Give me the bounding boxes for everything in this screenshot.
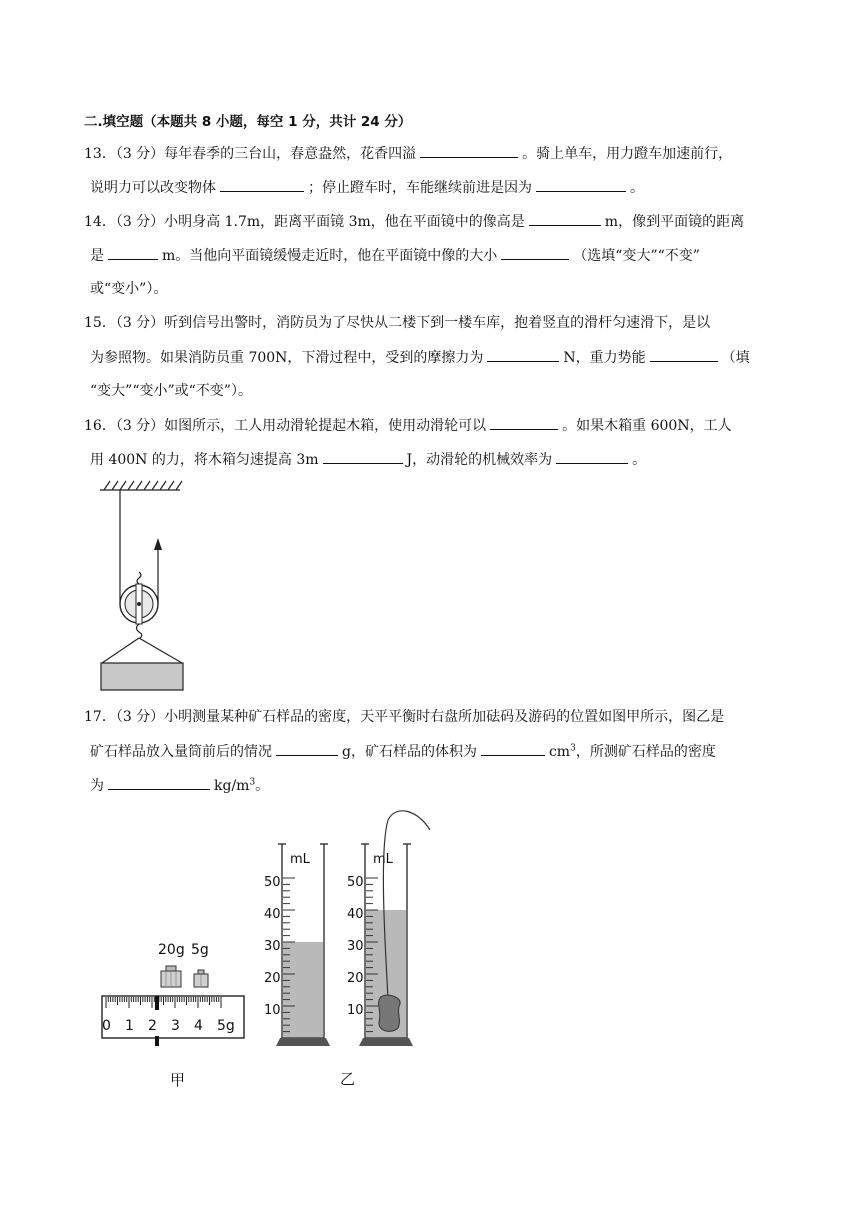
rider-top — [155, 996, 159, 1010]
arrow-up-icon — [154, 538, 162, 550]
pulley-axle — [137, 602, 141, 606]
scale-label-0: 0 — [102, 1018, 111, 1034]
pulley-figure — [96, 478, 188, 694]
tick-50-after: 50 — [347, 875, 364, 890]
q17-sup-1: 3 — [570, 743, 576, 754]
q15-text-2: N，重力势能 — [563, 350, 646, 366]
q17-text-1: 矿石样品放入量筒前后的情况 — [90, 744, 272, 760]
q14-text-1: 14．（3 分）小明身高 1.7m，距离平面镜 3m，他在平面镜中的像高是 — [84, 214, 525, 230]
q13-text-3: 说明力可以改变物体 — [90, 180, 216, 196]
weight-label-5g: 5g — [191, 942, 209, 958]
q14-text-3: 是 — [90, 248, 104, 264]
q15-line1: 15．（3 分）听到信号出警时，消防员为了尽快从二楼下到一楼车库，抱着竖直的滑杆匀速滑下，是以 — [84, 315, 711, 331]
weight-label-20g: 20g — [158, 942, 185, 958]
q14-line1 — [84, 211, 744, 232]
q16-blank-1[interactable] — [490, 415, 558, 430]
sling-left — [102, 638, 139, 663]
rider-bottom — [155, 1036, 159, 1046]
q16-text-5: 。 — [632, 452, 647, 468]
q14-line2 — [90, 245, 700, 266]
q15-text-3: （填 — [721, 350, 750, 366]
q17-blank-1[interactable] — [276, 741, 338, 756]
q17-text-4: 为 — [90, 778, 104, 794]
q13-blank-2[interactable] — [220, 177, 304, 192]
q15-blank-2[interactable] — [650, 347, 718, 362]
q13-line1 — [84, 143, 732, 164]
q13-blank-1[interactable] — [420, 143, 518, 158]
unit-ml-before: mL — [290, 852, 310, 867]
scale-label-2: 2 — [148, 1018, 157, 1034]
q15-text-1: 为参照物。如果消防员重 700N，下滑过程中，受到的摩擦力为 — [90, 350, 484, 366]
q14-text-4: m。当他向平面镜缓慢走近时，他在平面镜中像的大小 — [162, 248, 498, 264]
q16-blank-2[interactable] — [323, 449, 403, 464]
q15-line2 — [90, 347, 750, 368]
scale-label-1: 1 — [125, 1018, 134, 1034]
bottom-hook-icon — [137, 624, 142, 638]
q16-text-1: 16．（3 分）如图所示，工人用动滑轮提起木箱，使用动滑轮可以 — [84, 418, 487, 434]
q14-text-2: m，像到平面镜的距离 — [604, 214, 745, 230]
scale-label-4: 4 — [194, 1018, 203, 1034]
q13-text-5: 。 — [630, 180, 644, 196]
q17-text-3: ，所测矿石样品的密度 — [575, 744, 716, 760]
q13-text-4: ；停止蹬车时，车能继续前进是因为 — [308, 180, 532, 196]
weight-5g-icon — [194, 970, 208, 987]
rider-scale — [102, 996, 244, 1046]
sling-right — [139, 638, 182, 663]
q17-text-2: g，矿石样品的体积为 — [342, 744, 477, 760]
q17-line1: 17．（3 分）小明测量某种矿石样品的密度，天平平衡时右盘所加砝码及游码的位置如图甲所示，图乙是 — [84, 709, 725, 725]
q13-blank-3[interactable] — [536, 177, 626, 192]
tick-30-after: 30 — [347, 939, 364, 954]
q17-unit-2: kg/m — [214, 778, 250, 794]
tick-20-before: 20 — [264, 971, 281, 986]
q14-blank-3[interactable] — [501, 245, 569, 260]
q15-blank-1[interactable] — [487, 347, 559, 362]
ceiling-hatch — [100, 481, 182, 490]
q14-blank-2[interactable] — [108, 245, 158, 260]
q17-sup-2: 3 — [249, 777, 256, 788]
tick-50-before: 50 — [264, 875, 281, 890]
scale-label-3: 3 — [171, 1018, 180, 1034]
q16-text-2: 。如果木箱重 600N，工人 — [562, 418, 732, 434]
ore-sample — [379, 995, 401, 1031]
cylinder-before — [264, 844, 330, 1046]
q17-text-5: 。 — [255, 778, 270, 794]
scale-label-5g: 5g — [217, 1018, 235, 1034]
q13-text-1: 13．（3 分）每年春季的三台山，春意盎然，花香四溢 — [84, 146, 417, 162]
tick-40-before: 40 — [264, 907, 281, 922]
section-title: 二.填空题（本题共 8 小题，每空 1 分，共计 24 分） — [84, 114, 412, 130]
tick-10-after: 10 — [347, 1003, 364, 1018]
q13-text-2: 。骑上单车，用力蹬车加速前行， — [522, 146, 733, 162]
q14-line3: 或“变小”）。 — [90, 281, 168, 297]
q14-text-5: （选填“变大”“不变” — [573, 248, 700, 264]
figure-caption-jia: 甲 — [170, 1071, 186, 1089]
wooden-box — [101, 663, 183, 690]
top-hook-icon — [137, 572, 141, 584]
q17-blank-2[interactable] — [481, 741, 545, 756]
q14-blank-1[interactable] — [529, 211, 601, 226]
weight-20g-icon — [161, 966, 181, 987]
q17-line2 — [90, 741, 716, 762]
q17-blank-3[interactable] — [108, 775, 210, 790]
q16-line1 — [84, 415, 732, 436]
q16-blank-3[interactable] — [556, 449, 628, 464]
q16-line2 — [90, 449, 646, 470]
cylinder-figure — [264, 808, 438, 1090]
q13-line2 — [90, 177, 644, 198]
cylinder-after — [347, 811, 430, 1046]
water-before — [283, 942, 323, 1037]
q17-unit-1: cm — [548, 744, 571, 760]
tick-20-after: 20 — [347, 971, 364, 986]
q16-text-3: 用 400N 的力，将木箱匀速提高 3m — [90, 452, 319, 468]
tick-40-after: 40 — [347, 907, 364, 922]
unit-ml-after: mL — [373, 852, 393, 867]
figure-caption-yi: 乙 — [340, 1070, 356, 1088]
balance-figure — [98, 935, 258, 1091]
q15-line3: “变大”“变小”或“不变”）。 — [90, 383, 252, 399]
q17-line3 — [90, 775, 269, 796]
tick-30-before: 30 — [264, 939, 281, 954]
q16-text-4: J，动滑轮的机械效率为 — [406, 452, 553, 468]
tick-10-before: 10 — [264, 1003, 281, 1018]
